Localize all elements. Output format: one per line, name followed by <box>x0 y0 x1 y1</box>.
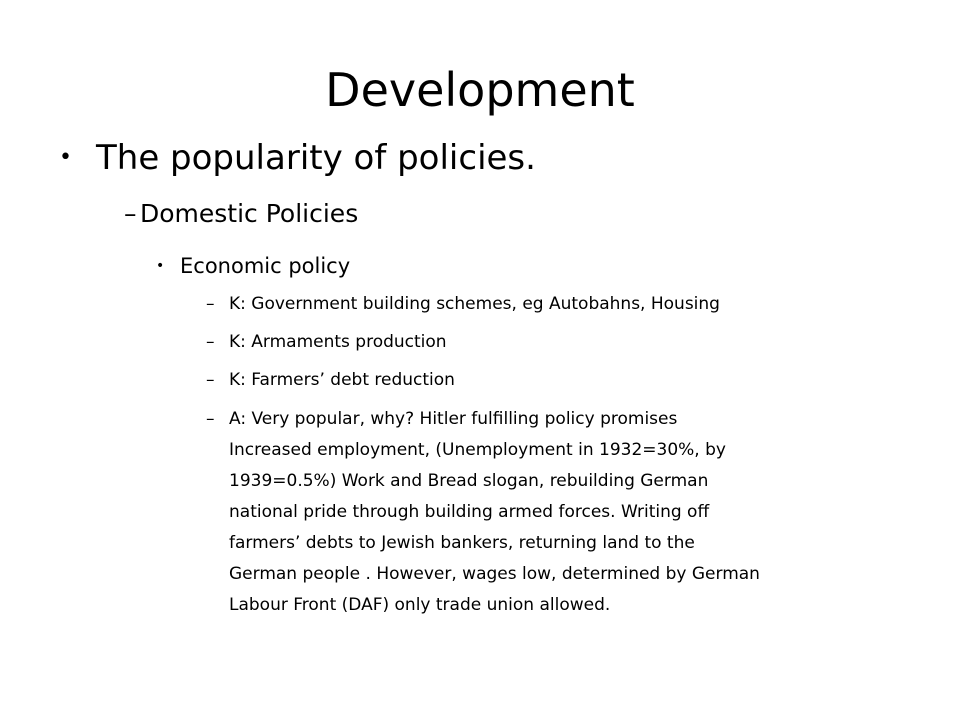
dash-icon: – <box>206 294 215 314</box>
analysis-line: 1939=0.5%) Work and Bread slogan, rebuilding German <box>229 471 709 491</box>
list-item-text: K: Farmers’ debt reduction <box>229 370 455 390</box>
analysis-line: German people . However, wages low, determined by German <box>229 564 760 584</box>
dash-icon: – <box>206 332 215 352</box>
bullet-dot-icon: • <box>156 258 165 274</box>
bullet-level3-text: Economic policy <box>180 254 351 278</box>
dash-icon: – <box>124 199 137 228</box>
bullet-level1-text: The popularity of policies. <box>96 138 536 178</box>
list-item-text: K: Government building schemes, eg Autobahns, Housing <box>229 294 720 314</box>
analysis-line: Labour Front (DAF) only trade union allowed. <box>229 595 611 615</box>
dash-icon: – <box>206 370 215 390</box>
slide-title: Development <box>325 63 635 117</box>
analysis-line: farmers’ debts to Jewish bankers, returning land to the <box>229 533 695 553</box>
dash-icon: – <box>206 409 215 429</box>
list-item-text: K: Armaments production <box>229 332 447 352</box>
analysis-line: national pride through building armed forces. Writing off <box>229 502 710 522</box>
analysis-line: A: Very popular, why? Hitler fulfilling policy promises <box>229 409 678 429</box>
analysis-paragraph <box>229 404 760 621</box>
bullet-dot-icon: • <box>59 145 72 170</box>
analysis-line: Increased employment, (Unemployment in 1932=30%, by <box>229 440 726 460</box>
bullet-level2-text: Domestic Policies <box>140 199 359 228</box>
